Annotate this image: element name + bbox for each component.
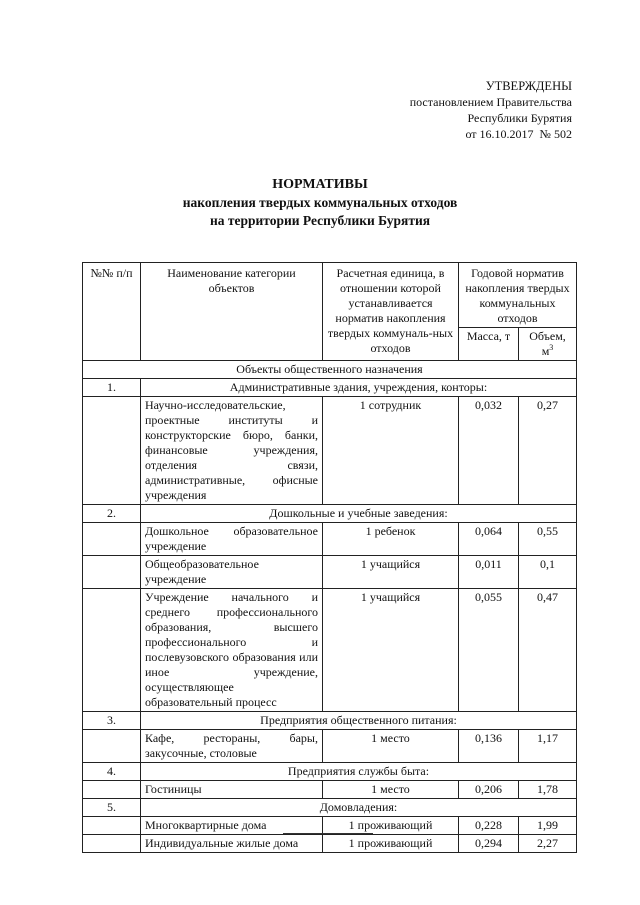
row-name: Общеобразовательное учреждение (141, 556, 323, 589)
table-row (83, 523, 577, 556)
row-volume: 0,47 (519, 589, 577, 712)
table-row (83, 589, 577, 712)
group-num: 3. (83, 712, 141, 730)
empty-num-cell (83, 730, 141, 763)
document-title (0, 176, 640, 230)
empty-num-cell (83, 781, 141, 799)
group-row (83, 505, 577, 523)
group-row (83, 712, 577, 730)
approval-block (410, 78, 572, 142)
row-unit: 1 ребенок (323, 523, 459, 556)
row-mass: 0,032 (459, 397, 519, 505)
header-unit: Расчетная единица, в отношении которой устанавливается норматив накопления твердых коммуналь-ных отходов (323, 263, 459, 361)
group-row (83, 379, 577, 397)
row-mass: 0,011 (459, 556, 519, 589)
empty-num-cell (83, 589, 141, 712)
row-volume: 1,17 (519, 730, 577, 763)
table-row (83, 781, 577, 799)
row-unit: 1 учащийся (323, 556, 459, 589)
empty-num-cell (83, 817, 141, 835)
row-unit: 1 проживающий (323, 835, 459, 853)
row-volume: 0,27 (519, 397, 577, 505)
empty-num-cell (83, 556, 141, 589)
approval-date-number: от 16.10.2017 № 502 (465, 127, 572, 141)
table-row (83, 817, 577, 835)
row-volume: 0,55 (519, 523, 577, 556)
header-num: №№ п/п (83, 263, 141, 361)
row-volume: 1,78 (519, 781, 577, 799)
header-volume (519, 328, 577, 361)
group-row (83, 763, 577, 781)
row-unit: 1 учащийся (323, 589, 459, 712)
row-name: Гостиницы (141, 781, 323, 799)
row-unit: 1 место (323, 781, 459, 799)
table-body (83, 361, 577, 853)
group-title: Предприятия общественного питания: (141, 712, 577, 730)
group-num: 2. (83, 505, 141, 523)
row-mass: 0,064 (459, 523, 519, 556)
row-mass: 0,136 (459, 730, 519, 763)
row-unit: 1 место (323, 730, 459, 763)
row-mass: 0,206 (459, 781, 519, 799)
row-name: Индивидуальные жилые дома (141, 835, 323, 853)
section-row (83, 361, 577, 379)
row-unit: 1 сотрудник (323, 397, 459, 505)
row-name: Многоквартирные дома (141, 817, 323, 835)
empty-num-cell (83, 523, 141, 556)
header-annual-norm: Годовой норматив накопления твердых коммунальных отходов (459, 263, 577, 328)
title-region: на территории Республики Бурятия (209, 213, 431, 228)
row-volume: 0,1 (519, 556, 577, 589)
table-row (83, 835, 577, 853)
title-subtitle: накопления твердых коммунальных отходов (182, 195, 458, 210)
row-name: Научно-исследовательские, проектные институты и конструкторские бюро, банки, финансовые учреждения, отделения связи, административные, офисные учреждения (141, 397, 323, 505)
footer-divider (283, 833, 373, 834)
row-volume: 2,27 (519, 835, 577, 853)
group-num: 4. (83, 763, 141, 781)
header-volume-sup: 3 (549, 343, 554, 352)
row-mass: 0,055 (459, 589, 519, 712)
norms-table (82, 262, 577, 853)
header-volume-text: Объем, м (529, 329, 566, 358)
title-main: НОРМАТИВЫ (272, 177, 368, 192)
row-unit: 1 проживающий (323, 817, 459, 835)
row-volume: 1,99 (519, 817, 577, 835)
group-num: 5. (83, 799, 141, 817)
approval-heading: УТВЕРЖДЕНЫ (485, 79, 572, 93)
header-mass: Масса, т (459, 328, 519, 361)
group-title: Домовладения: (141, 799, 577, 817)
empty-num-cell (83, 397, 141, 505)
approval-republic: Республики Бурятия (467, 111, 572, 125)
approval-decree: постановлением Правительства (409, 95, 572, 109)
header-name: Наименование категории объектов (141, 263, 323, 361)
group-title: Административные здания, учреждения, конторы: (141, 379, 577, 397)
row-name: Учреждение начального и среднего профессионального образования, высшего профессионального и послевузовского образования или иное учреждение, осуществляющее образовательный процесс (141, 589, 323, 712)
row-name: Кафе, рестораны, бары, закусочные, столовые (141, 730, 323, 763)
row-mass: 0,228 (459, 817, 519, 835)
row-name: Дошкольное образовательное учреждение (141, 523, 323, 556)
empty-num-cell (83, 835, 141, 853)
group-num: 1. (83, 379, 141, 397)
table-row (83, 556, 577, 589)
row-mass: 0,294 (459, 835, 519, 853)
group-row (83, 799, 577, 817)
table-row (83, 397, 577, 505)
section-title: Объекты общественного назначения (83, 361, 577, 379)
table-row (83, 730, 577, 763)
group-title: Предприятия службы быта: (141, 763, 577, 781)
group-title: Дошкольные и учебные заведения: (141, 505, 577, 523)
table-header-row (83, 263, 577, 328)
